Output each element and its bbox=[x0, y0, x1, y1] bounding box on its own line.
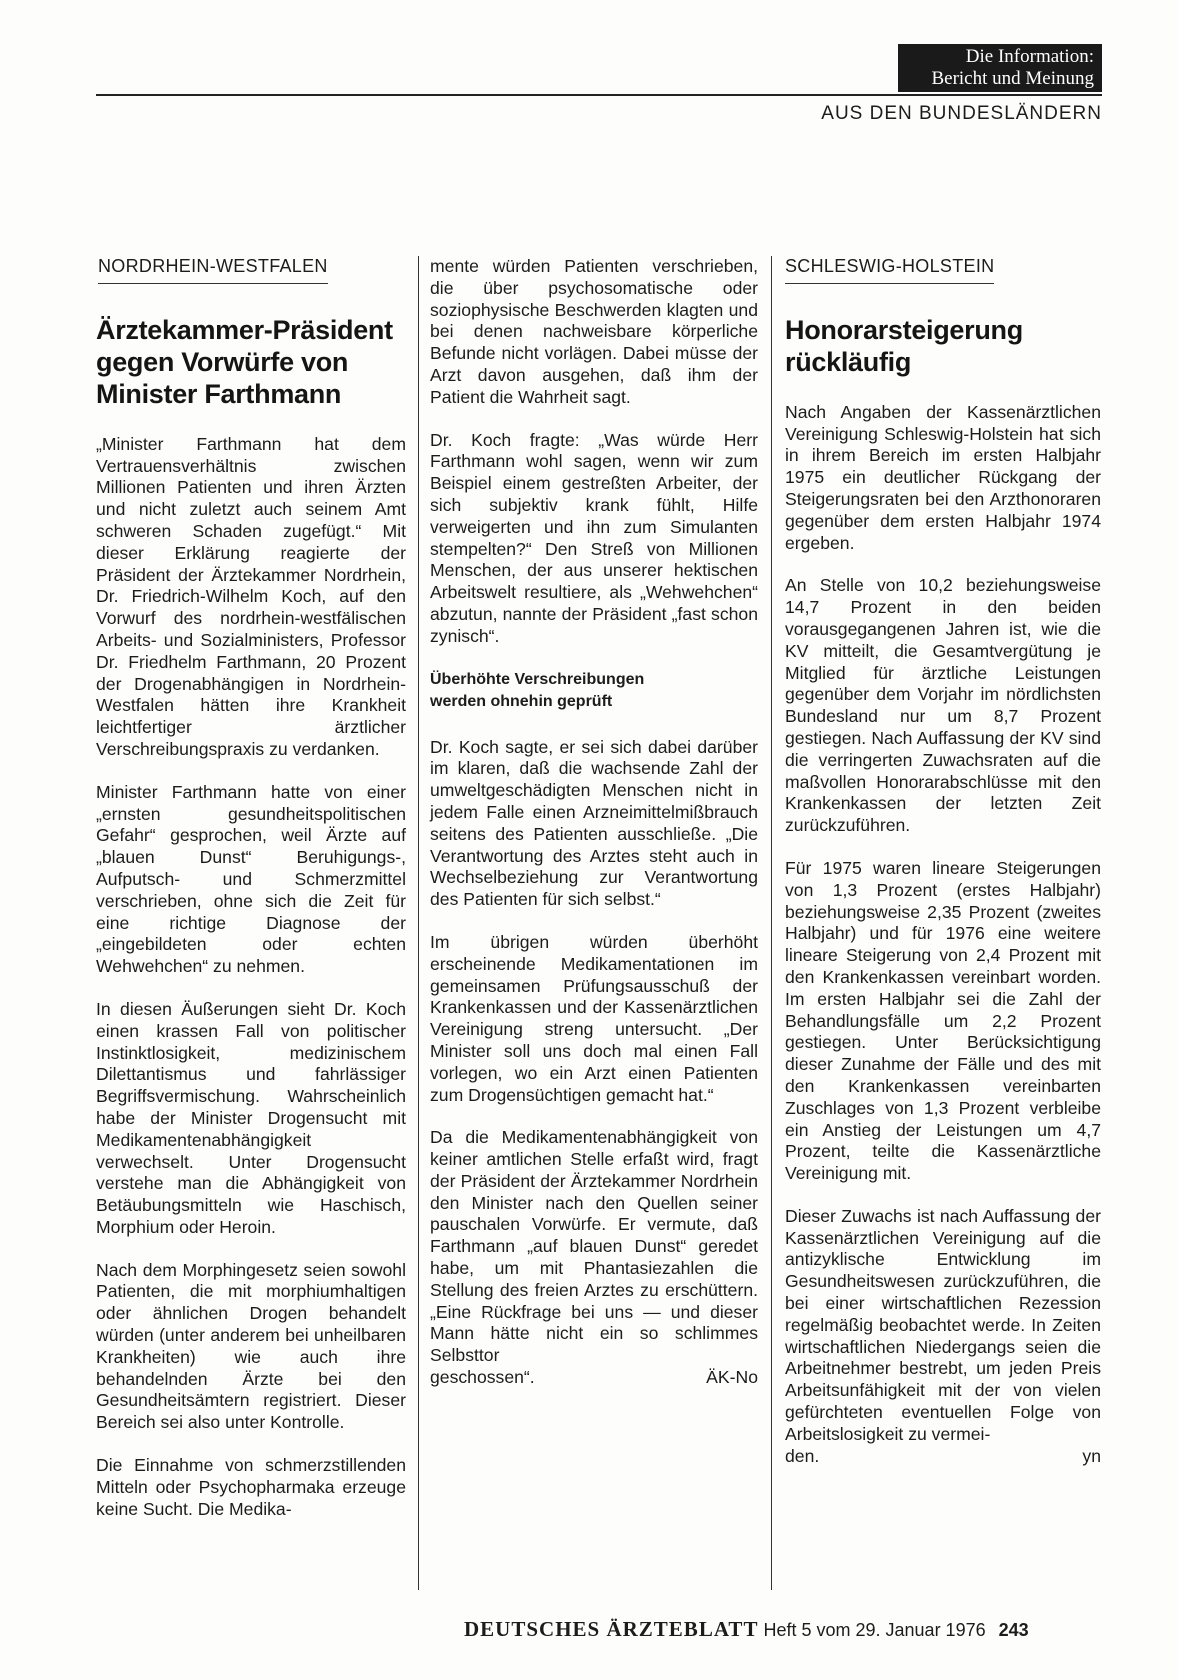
article-paragraph: Für 1975 waren lineare Steigerungen von 1,3 Prozent (erstes Halbjahr) beziehungsweise 2,35 Prozent (zweites Halbjahr) und für 1976 eine weitere lineare Steigerung von 2,4 Prozent mit den Krankenkassen vereinbart worden. Im ersten Halbjahr sei die Zahl der Behandlungsfälle um 2,2 Prozent gestiegen. Unter Berücksichtigung dieser Zunahme der Fälle und des mit den Krankenkassen vereinbarten Zuschlages von 1,3 Prozent verbleibe ein Anstieg der Leistungen um 4,7 Prozent, teilte die Kassenärztliche Vereinigung mit. bbox=[785, 857, 1101, 1184]
article-paragraph: Die Einnahme von schmerzstillenden Mitteln oder Psychopharmaka erzeuge keine Sucht. Die Medika- bbox=[96, 1455, 406, 1519]
page-number: 243 bbox=[998, 1620, 1029, 1640]
article-paragraph: Im übrigen würden überhöht erscheinende Medikamentationen im gemeinsamen Prüfungsausschuß der Krankenkassen und der Kassenärztlichen Vereinigung streng untersucht. „Der Minister soll uns doch mal einen Fall vorlegen, wo ein Arzt einen Patienten zum Drogensüchtigen gemacht hat.“ bbox=[430, 931, 758, 1105]
page-footer bbox=[464, 1617, 1102, 1642]
article-paragraph: Minister Farthmann hatte von einer „ernsten gesundheitspolitischen Gefahr“ gesprochen, weil Ärzte auf „blauen Dunst“ Beruhigungs-, Aufputsch- und Schmerzmittel verschrieben, ohne sich die Zeit für eine richtige Diagnose der „eingebildeten oder echten Wehwehchen“ zu nehmen. bbox=[96, 781, 406, 977]
closing-text: geschossen“. bbox=[430, 1367, 535, 1388]
badge-line-2: Bericht und Meinung bbox=[931, 68, 1094, 89]
headline-line: Minister Farthmann bbox=[96, 378, 342, 409]
article-1-headline bbox=[96, 314, 406, 410]
issue-info: Heft 5 vom 29. Januar 1976 bbox=[763, 1620, 986, 1640]
article-paragraph: Nach Angaben der Kassenärztlichen Vereinigung Schleswig-Holstein hat sich in ihrem Bereich im ersten Halbjahr 1975 ein deutlicher Rückgang der Steigerungsraten bei den Arzthonoraren gegenüber dem ersten Halbjahr 1974 ergeben. bbox=[785, 401, 1101, 553]
author-signature: yn bbox=[1082, 1445, 1101, 1466]
article-1-subheading bbox=[430, 669, 758, 713]
article-2-region: SCHLESWIG-HOLSTEIN bbox=[785, 256, 994, 284]
masthead: DEUTSCHES ÄRZTEBLATT bbox=[464, 1617, 759, 1641]
headline-line: Ärztekammer-Präsident bbox=[96, 314, 393, 345]
author-signature: ÄK-No bbox=[706, 1367, 758, 1388]
badge-line-1: Die Information: bbox=[965, 46, 1094, 67]
article-paragraph: „Minister Farthmann hat dem Vertrauensverhältnis zwischen Millionen Patienten und ihren Ärzten und nicht zuletzt auch seinem Amt schweren Schaden zugefügt.“ Mit dieser Erklärung reagierte der Präsident der Ärztekammer Nordrhein, Dr. Friedrich-Wilhelm Koch, auf den Vorwurf des nordrhein-westfälischen Arbeits- und Sozialministers, Professor Dr. Friedhelm Farthmann, 20 Prozent der Drogenabhängigen in Nordrhein-Westfalen hätten ihre Krankheit leichtfertiger ärztlicher Verschreibungspraxis zu verdanken. bbox=[96, 433, 406, 759]
column-3 bbox=[785, 256, 1101, 1467]
headline-line: Honorarsteigerung bbox=[785, 314, 1023, 345]
article-1-region: NORDRHEIN-WESTFALEN bbox=[98, 256, 328, 284]
article-paragraph: Dr. Koch sagte, er sei sich dabei darüber im klaren, daß die wachsende Zahl der umweltgeschädigten Menschen nicht in jedem Falle einen Arzneimittelmißbrauch seitens des Patienten ausschließe. „Die Verantwortung des Arztes steht auch in Wechselbeziehung zur Verantwortung des Patienten für sich selbst.“ bbox=[430, 736, 758, 910]
article-paragraph: In diesen Äußerungen sieht Dr. Koch einen krassen Fall von politischer Instinktlosigkeit, medizinischem Dilettantismus und fahrlässiger Begriffsvermischung. Wahrscheinlich habe der Minister Drogensucht mit Medikamentenabhängigkeit verwechselt. Unter Drogensucht verstehe man die Abhängigkeit von Betäubungsmitteln wie Haschisch, Morphium oder Heroin. bbox=[96, 998, 406, 1237]
article-paragraph: Da die Medikamentenabhängigkeit von keiner amtlichen Stelle erfaßt wird, fragt der Präsident der Ärztekammer Nordrhein den Minister nach den Quellen seiner pauschalen Vorwürfe. Er vermute, daß Farthmann „auf blauen Dunst“ geredet habe, um mit Phantasiezahlen die Stellung des freien Arztes zu erschüttern. „Eine Rückfrage bei uns — und dieser Mann hätte nicht ein so schlimmes Selbsttor bbox=[430, 1127, 758, 1366]
column-divider-1 bbox=[418, 256, 419, 1590]
column-1 bbox=[96, 256, 406, 1541]
article-2-closing-line bbox=[785, 1446, 1101, 1468]
header-rule bbox=[96, 94, 1102, 96]
article-1-closing-line bbox=[430, 1367, 758, 1389]
headline-line: gegen Vorwürfe von bbox=[96, 346, 349, 377]
section-badge bbox=[898, 44, 1102, 92]
column-2 bbox=[430, 256, 758, 1389]
section-heading: AUS DEN BUNDESLÄNDERN bbox=[821, 103, 1102, 124]
article-paragraph: Dieser Zuwachs ist nach Auffassung der Kassenärztlichen Vereinigung auf die antizyklische Entwicklung im Gesundheitswesen zurückzuführen, die bei einer wirtschaftlichen Rezession regelmäßig beobachtet werde. In Zeiten wirtschaftlichen Niedergangs seien die Arbeitnehmer bestrebt, um jeden Preis Arbeitsunfähigkeit mit der von vielen gefürchteten eventuellen Folge von Arbeitslosigkeit zu vermei- bbox=[785, 1205, 1101, 1444]
closing-text: den. bbox=[785, 1445, 820, 1466]
article-paragraph: mente würden Patienten verschrieben, die über psychosomatische oder soziophysische Beschwerden klagten und bei denen nachweisbare körperliche Befunde nicht vorlägen. Dabei müsse der Arzt davon ausgehen, daß ihm der Patient die Wahrheit sagt. bbox=[430, 256, 758, 407]
headline-line: rückläufig bbox=[785, 346, 912, 377]
subheading-line: Überhöhte Verschreibungen bbox=[430, 670, 645, 688]
article-paragraph: Nach dem Morphingesetz seien sowohl Patienten, die mit morphiumhaltigen oder ähnlichen Drogen behandelt würden (unter anderem bei unheilbaren Krankheiten) wie auch ihre behandelnden Ärzte bei den Gesundheitsämtern registriert. Dieser Bereich sei also unter Kontrolle. bbox=[96, 1259, 406, 1433]
column-divider-2 bbox=[771, 256, 772, 1590]
article-paragraph: An Stelle von 10,2 beziehungsweise 14,7 Prozent in den beiden vorausgegangenen Jahren ist, wie die KV mitteilt, die Gesamtvergütung je Mitglied für ärztliche Leistungen gegenüber dem Vorjahr im nördlichsten Bundesland nur um 8,7 Prozent gestiegen. Nach Auffassung der KV sind die verringerten Zuwachsraten auf die maßvollen Honorarabschlüsse mit den Krankenkassen der letzten Zeit zurückzuführen. bbox=[785, 575, 1101, 836]
subheading-line: werden ohnehin geprüft bbox=[430, 692, 613, 710]
article-2-headline bbox=[785, 314, 1101, 378]
article-paragraph: Dr. Koch fragte: „Was würde Herr Farthmann wohl sagen, wenn wir zum Beispiel einem gestreßten Arbeiter, der sich subjektiv krank fühlt, Hilfe verweigerten und ihn zum Simulanten stempelten?“ Den Streß von Millionen Menschen, der aus unserer hektischen Arbeitswelt resultiere, als „Wehwehchen“ abzutun, nannte der Präsident „fast schon zynisch“. bbox=[430, 429, 758, 646]
